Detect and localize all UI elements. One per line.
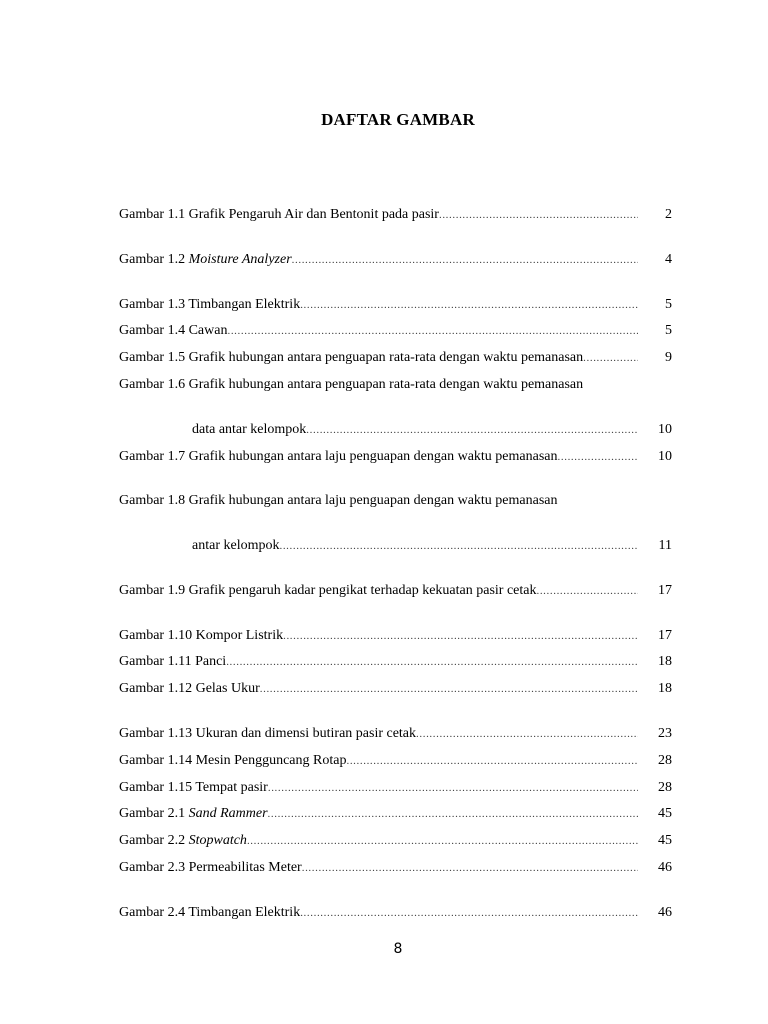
- toc-entry-2-2: [119, 831, 638, 851]
- dot-leader: [268, 804, 638, 824]
- toc-entry-1-6-continuation: [192, 420, 638, 440]
- toc-entry-continuation: antar kelompok: [192, 538, 280, 553]
- dot-leader: [268, 778, 638, 798]
- dot-leader: [416, 724, 638, 744]
- toc-entry-1-13: [119, 724, 638, 744]
- toc-page-number: 17: [658, 583, 672, 598]
- toc-entry-label: Gambar 1.4 Cawan: [119, 323, 228, 338]
- toc-entry-label: Gambar 1.14 Mesin Pengguncang Rotap: [119, 753, 347, 768]
- toc-page-number: 5: [665, 323, 672, 338]
- dot-leader: [302, 858, 638, 878]
- dot-leader: [260, 679, 638, 699]
- toc-entry-italic: Moisture Analyzer: [188, 252, 292, 267]
- toc-entry-label: Gambar 1.13 Ukuran dan dimensi butiran pasir cetak: [119, 726, 417, 741]
- dot-leader: [226, 652, 638, 672]
- toc-entry-1-6: [119, 375, 638, 395]
- toc-entry-2-1: [119, 804, 638, 824]
- toc-entry-1-7: [119, 447, 638, 467]
- toc-entry-italic: Sand Rammer: [188, 806, 268, 821]
- toc-page-number: 9: [665, 350, 672, 365]
- toc-entry-label: Gambar 1.6 Grafik hubungan antara penguapan rata-rata dengan waktu pemanasan: [119, 377, 584, 392]
- toc-page-number: 18: [658, 654, 672, 669]
- dot-leader: [292, 250, 638, 270]
- toc-entry-1-12: [119, 679, 638, 699]
- toc-entry-prefix: Gambar 2.1: [119, 806, 189, 821]
- toc-page-number: 10: [658, 422, 672, 437]
- dot-leader: [283, 626, 638, 646]
- toc-entry-1-5: [119, 348, 638, 368]
- toc-entry-1-2: [119, 250, 638, 270]
- toc-entry-1-9: [119, 581, 638, 601]
- dot-leader: [346, 751, 638, 771]
- page-title: DAFTAR GAMBAR: [321, 110, 475, 129]
- toc-entry-label: Gambar 1.9 Grafik pengaruh kadar pengikat terhadap kekuatan pasir cetak: [119, 583, 537, 598]
- toc-entry-1-14: [119, 751, 638, 771]
- toc-page-number: 46: [658, 860, 672, 875]
- toc-entry-1-1: [119, 205, 638, 225]
- toc-page-number: 46: [658, 905, 672, 920]
- toc-entry-label: Gambar 2.3 Permeabilitas Meter: [119, 860, 302, 875]
- dot-leader: [306, 420, 638, 440]
- toc-entry-label: Gambar 1.5 Grafik hubungan antara penguapan rata-rata dengan waktu pemanasan: [119, 350, 584, 365]
- toc-page-number: 28: [658, 780, 672, 795]
- toc-page-number: 45: [658, 833, 672, 848]
- dot-leader: [247, 831, 638, 851]
- toc-entry-label: [119, 804, 268, 824]
- toc-page-number: 10: [658, 449, 672, 464]
- toc-entry-label: Gambar 1.7 Grafik hubungan antara laju penguapan dengan waktu pemanasan: [119, 449, 558, 464]
- toc-entry-label: Gambar 1.1 Grafik Pengaruh Air dan Bentonit pada pasir: [119, 207, 439, 222]
- toc-entry-label: Gambar 1.3 Timbangan Elektrik: [119, 297, 301, 312]
- toc-entry-prefix: Gambar 1.2: [119, 252, 189, 267]
- dot-leader: [227, 321, 638, 341]
- toc-entry-1-8-continuation: [192, 536, 638, 556]
- toc-entry-label: [119, 250, 292, 270]
- toc-page-number: 45: [658, 806, 672, 821]
- toc-page-number: 23: [658, 726, 672, 741]
- toc-page-number: 5: [665, 297, 672, 312]
- toc-entry-prefix: Gambar 2.2: [119, 833, 189, 848]
- toc-entry-1-15: [119, 778, 638, 798]
- toc-entry-1-11: [119, 652, 638, 672]
- toc-entry-label: [119, 831, 247, 851]
- dot-leader: [583, 348, 638, 368]
- toc-entry-1-10: [119, 626, 638, 646]
- toc-page-number: 4: [665, 252, 672, 267]
- footer-page-number: 8: [393, 941, 403, 957]
- toc-entry-1-4: [119, 321, 638, 341]
- toc-entry-label: Gambar 1.12 Gelas Ukur: [119, 681, 260, 696]
- toc-entry-2-3: [119, 858, 638, 878]
- toc-entry-2-4: [119, 903, 638, 923]
- toc-page-number: 17: [658, 628, 672, 643]
- toc-page-number: 28: [658, 753, 672, 768]
- dot-leader: [558, 447, 638, 467]
- toc-entry-label: Gambar 1.15 Tempat pasir: [119, 780, 268, 795]
- dot-leader: [439, 205, 638, 225]
- dot-leader: [279, 536, 638, 556]
- toc-page-number: 18: [658, 681, 672, 696]
- toc-entry-italic: Stopwatch: [188, 833, 247, 848]
- dot-leader: [300, 295, 638, 315]
- dot-leader: [300, 903, 638, 923]
- toc-entry-label: Gambar 1.8 Grafik hubungan antara laju penguapan dengan waktu pemanasan: [119, 493, 558, 508]
- toc-entry-label: Gambar 1.11 Panci: [119, 654, 227, 669]
- dot-leader: [536, 581, 638, 601]
- toc-page-number: 11: [658, 538, 672, 553]
- toc-entry-1-8: [119, 491, 638, 511]
- toc-entry-1-3: [119, 295, 638, 315]
- toc-page-number: 2: [665, 207, 672, 222]
- toc-entry-label: Gambar 1.10 Kompor Listrik: [119, 628, 284, 643]
- toc-entry-label: Gambar 2.4 Timbangan Elektrik: [119, 905, 301, 920]
- toc-entry-continuation: data antar kelompok: [192, 422, 307, 437]
